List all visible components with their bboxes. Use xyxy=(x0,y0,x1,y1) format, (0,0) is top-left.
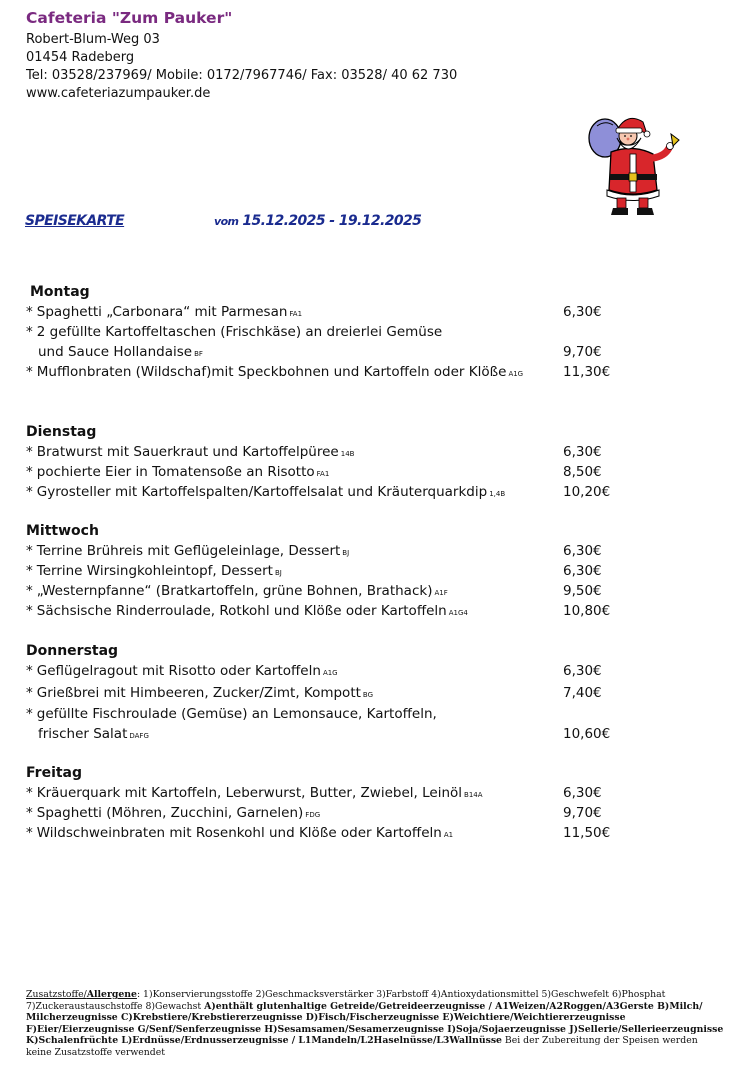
menu-item-text: „Westernpfanne“ (Bratkartoffeln, grüne Bohnen, Brathack) xyxy=(36,583,433,599)
menu-item-text: Spaghetti (Möhren, Zucchini, Garnelen) xyxy=(36,805,304,821)
menu-item: * Bratwurst mit Sauerkraut und Kartoffelpüree 14B xyxy=(26,444,355,460)
menu-item: * Mufflonbraten (Wildschaf)mit Speckbohnen und Kartoffeln oder Klöße A1G xyxy=(26,364,524,380)
menu-item-text: Gyrosteller mit Kartoffelspalten/Kartoffelsalat und Kräuterquarkdip xyxy=(36,484,488,500)
menu-item-price: 6,30€ xyxy=(563,543,602,559)
menu-item-price: 8,50€ xyxy=(563,464,602,480)
allergen-code: FDG xyxy=(305,811,321,819)
date-range-value: 15.12.2025 - 19.12.2025 xyxy=(242,213,422,229)
menu-item: * Kräuerquark mit Kartoffeln, Leberwurst, Butter, Zwiebel, Leinöl B14A xyxy=(26,785,483,801)
allergen-code: A1G xyxy=(508,370,524,378)
menu-item-text: Geflügelragout mit Risotto oder Kartoffeln xyxy=(36,663,321,679)
footnote-label-bold: Allergene xyxy=(86,989,137,1000)
day-heading-mittwoch: Mittwoch xyxy=(26,523,99,539)
footnote-allergens: A)enthält glutenhaltige Getreide/Getreideerzeugnisse / A1Weizen/A2Roggen/A3Gerste B)Milch/ Milcherzeugnisse C)Krebstiere/Krebstiererzeugnisse D)Fisch/Fischerzeugnisse E)Weichtiere/Weichtiererzeugnisse F)Eier/Eierzeugnisse G/Senf/Senferzeugnisse H)Sesamsamen/Sesamerzeugnisse I)Soja/Sojaerzeugnisse J)Sellerie/Sellerieerzeugnisse K)Schalenfrüchte L)Erdnüsse/Erdnusserzeugnisse / L1Mandeln/L2Haselnüsse/L3Wallnüsse xyxy=(26,1000,724,1047)
day-heading-dienstag: Dienstag xyxy=(26,424,97,440)
allergen-code: FA1 xyxy=(289,310,303,318)
allergen-code: A1G xyxy=(322,669,338,677)
menu-item: * Spaghetti „Carbonara“ mit Parmesan FA1 xyxy=(26,304,303,320)
menu-item: * Wildschweinbraten mit Rosenkohl und Klöße oder Kartoffeln A1 xyxy=(26,825,454,841)
footnote-additives-cont: 7)Zuckeraustauschstoffe 8)Gewachst xyxy=(26,1000,205,1012)
menu-item: * Terrine Wirsingkohleintopf, Dessert BJ xyxy=(26,563,282,579)
allergen-code: 14B xyxy=(340,450,355,458)
allergen-code: BF xyxy=(194,350,203,358)
allergen-code: FA1 xyxy=(316,470,330,478)
menu-item-text: gefüllte Fischroulade (Gemüse) an Lemonsauce, Kartoffeln, xyxy=(36,706,437,722)
menu-item: * Gyrosteller mit Kartoffelspalten/Kartoffelsalat und Kräuterquarkdip 1,4B xyxy=(26,484,506,500)
menu-item-text: Mufflonbraten (Wildschaf)mit Speckbohnen und Kartoffeln oder Klöße xyxy=(36,364,507,380)
menu-item-price: 10,20€ xyxy=(563,484,611,500)
allergen-code: 1,4B xyxy=(489,490,506,498)
menu-item: * Grießbrei mit Himbeeren, Zucker/Zimt, Kompott BG xyxy=(26,685,374,701)
footnote-label: Zusatzstoffe/ xyxy=(26,989,87,1000)
allergen-code: A1F xyxy=(434,589,448,597)
allergen-footnote xyxy=(26,989,726,1059)
menu-item-price: 6,30€ xyxy=(563,785,602,801)
menu-item: * Spaghetti (Möhren, Zucchini, Garnelen) FDG xyxy=(26,805,321,821)
santa-claus-icon xyxy=(583,112,683,216)
menu-item: * gefüllte Fischroulade (Gemüse) an Lemonsauce, Kartoffeln, xyxy=(26,706,437,722)
menu-item-text: 2 gefüllte Kartoffeltaschen (Frischkäse) an dreierlei Gemüse xyxy=(36,324,443,340)
website-link[interactable]: www.cafeteriazumpauker.de xyxy=(26,86,211,101)
menu-title: SPEISEKARTE xyxy=(25,213,125,229)
allergen-code: BJ xyxy=(342,549,350,557)
menu-item-text: Terrine Brühreis mit Geflügeleinlage, Dessert xyxy=(36,543,341,559)
menu-item-price: 6,30€ xyxy=(563,663,602,679)
menu-item: * „Westernpfanne“ (Bratkartoffeln, grüne Bohnen, Brathack) A1F xyxy=(26,583,448,599)
menu-item-text: Sächsische Rinderroulade, Rotkohl und Klöße oder Kartoffeln xyxy=(36,603,447,619)
menu-item-text: Bratwurst mit Sauerkraut und Kartoffelpüree xyxy=(36,444,339,460)
menu-item-price: 10,80€ xyxy=(563,603,611,619)
menu-item: * Geflügelragout mit Risotto oder Kartoffeln A1G xyxy=(26,663,338,679)
day-heading-donnerstag: Donnerstag xyxy=(26,643,119,659)
menu-item-text: und Sauce Hollandaise xyxy=(38,344,193,360)
menu-item-price: 6,30€ xyxy=(563,444,602,460)
menu-item-text: pochierte Eier in Tomatensoße an Risotto xyxy=(36,464,315,480)
menu-item-price: 10,60€ xyxy=(563,726,611,742)
day-heading-freitag: Freitag xyxy=(26,765,83,781)
cafe-name: Cafeteria "Zum Pauker" xyxy=(26,9,233,27)
date-range xyxy=(214,213,421,229)
menu-item-price: 9,70€ xyxy=(563,805,602,821)
allergen-code: BJ xyxy=(274,569,282,577)
menu-item: * Sächsische Rinderroulade, Rotkohl und Klöße oder Kartoffeln A1G4 xyxy=(26,603,468,619)
menu-item-price: 11,50€ xyxy=(563,825,611,841)
menu-item-text: Kräuerquark mit Kartoffeln, Leberwurst, Butter, Zwiebel, Leinöl xyxy=(36,785,463,801)
allergen-code: A1G4 xyxy=(448,609,468,617)
menu-item-price: 6,30€ xyxy=(563,304,602,320)
menu-item: * 2 gefüllte Kartoffeltaschen (Frischkäse) an dreierlei Gemüse xyxy=(26,324,443,340)
menu-item-continuation xyxy=(38,726,149,742)
menu-item-price: 7,40€ xyxy=(563,685,602,701)
menu-item-text: Grießbrei mit Himbeeren, Zucker/Zimt, Kompott xyxy=(36,685,361,701)
menu-item-text: Spaghetti „Carbonara“ mit Parmesan xyxy=(36,304,288,320)
day-heading-montag: Montag xyxy=(30,284,90,300)
menu-item-price: 11,30€ xyxy=(563,364,611,380)
address-city: 01454 Radeberg xyxy=(26,50,135,65)
date-prefix: vom xyxy=(214,215,239,228)
allergen-code: BG xyxy=(362,691,374,699)
menu-item: * Terrine Brühreis mit Geflügeleinlage, Dessert BJ xyxy=(26,543,350,559)
menu-item-price: 9,70€ xyxy=(563,344,602,360)
menu-item: * pochierte Eier in Tomatensoße an Risotto FA1 xyxy=(26,464,330,480)
allergen-code: A1 xyxy=(443,831,454,839)
footnote-additives: : 1)Konservierungsstoffe 2)Geschmacksverstärker 3)Farbstoff 4)Antioxydationsmittel 5)Geschwefelt 6)Phosphat xyxy=(136,989,666,1000)
contact-phone: Tel: 03528/237969/ Mobile: 0172/7967746/ Fax: 03528/ 40 62 730 xyxy=(26,68,458,83)
menu-item-text: Terrine Wirsingkohleintopf, Dessert xyxy=(36,563,273,579)
allergen-code: B14A xyxy=(464,791,483,799)
menu-item-price: 6,30€ xyxy=(563,563,602,579)
allergen-code: DAFG xyxy=(129,732,149,740)
menu-item-continuation xyxy=(38,344,203,360)
menu-item-price: 9,50€ xyxy=(563,583,602,599)
address-street: Robert-Blum-Weg 03 xyxy=(26,32,160,47)
menu-item-text: frischer Salat xyxy=(38,726,128,742)
menu-item-text: Wildschweinbraten mit Rosenkohl und Klöße oder Kartoffeln xyxy=(36,825,442,841)
footnote-note: Bei der Zubereitung der Speisen werden keine Zusatzstoffe verwendet xyxy=(26,1035,698,1058)
